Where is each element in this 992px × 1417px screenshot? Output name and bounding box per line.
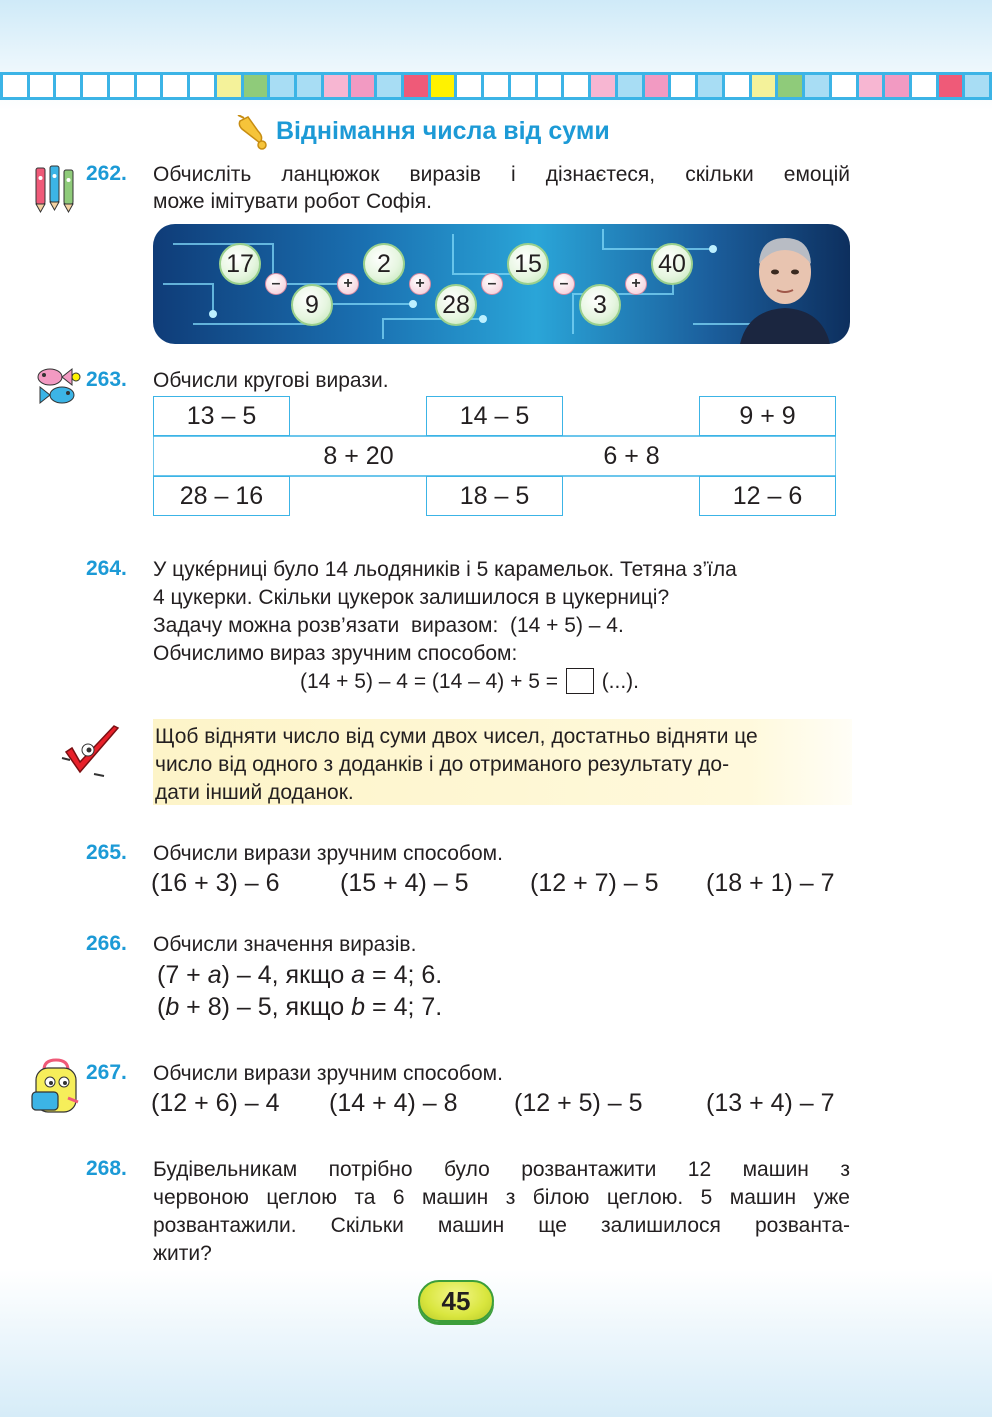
formula-left: (14 + 5) – 4 = (14 – 4) + 5 = bbox=[300, 670, 558, 693]
expression-cell: 8 + 20 bbox=[323, 441, 394, 470]
expression-cell: 14 – 5 bbox=[426, 396, 563, 436]
strip-square bbox=[324, 75, 348, 97]
exercise-262-text-line2: може імітувати робот Софія. bbox=[153, 190, 432, 213]
expr-part: ( bbox=[157, 993, 166, 1021]
strip-square bbox=[752, 75, 776, 97]
page-title: Віднімання числа від суми bbox=[276, 117, 610, 145]
exercise-264-number: 264. bbox=[86, 557, 127, 580]
strip-square bbox=[645, 75, 669, 97]
strip-square bbox=[457, 75, 481, 97]
strip-square bbox=[270, 75, 294, 97]
exercise-262-number: 262. bbox=[86, 162, 127, 185]
expression: (15 + 4) – 5 bbox=[340, 869, 469, 897]
strip-square bbox=[297, 75, 321, 97]
strip-square bbox=[805, 75, 829, 97]
answer-box[interactable] bbox=[566, 668, 594, 694]
rule-line2: число від одного з доданків і до отриманого результату до- bbox=[155, 753, 730, 776]
exercise-268-text-line1: Будівельникам потрібно було розвантажити 12 машин з bbox=[153, 1158, 850, 1181]
strip-square bbox=[190, 75, 214, 97]
expression-with-variable-b bbox=[157, 993, 442, 1022]
expression: (12 + 7) – 5 bbox=[530, 869, 659, 897]
expr-part: ) – 4, якщо bbox=[221, 961, 352, 989]
expression: (18 + 1) – 7 bbox=[706, 869, 835, 897]
exercise-268-text-line3: розвантажили. Скільки машин ще залишилося розванта- bbox=[153, 1214, 850, 1237]
chain-operator: + bbox=[409, 273, 431, 295]
backpack-icon bbox=[28, 1058, 84, 1121]
header-color-strip bbox=[0, 72, 992, 100]
strip-square bbox=[618, 75, 642, 97]
exercise-264-text-line2: 4 цукерки. Скільки цукерок залишилося в цукерниці? bbox=[153, 586, 670, 609]
strip-square bbox=[511, 75, 535, 97]
strip-square bbox=[163, 75, 187, 97]
bell-icon bbox=[234, 115, 270, 156]
chain-number: 15 bbox=[507, 243, 549, 285]
fish-icon bbox=[32, 365, 82, 414]
chain-number: 40 bbox=[651, 243, 693, 285]
strip-square bbox=[244, 75, 268, 97]
expr-part: = 4; 7. bbox=[365, 993, 443, 1021]
chain-operator: – bbox=[481, 273, 503, 295]
expression-cell: 12 – 6 bbox=[699, 476, 836, 516]
strip-square bbox=[671, 75, 695, 97]
chain-number: 17 bbox=[219, 243, 261, 285]
strip-square bbox=[431, 75, 455, 97]
expression: (14 + 4) – 8 bbox=[329, 1089, 458, 1117]
exercise-265-number: 265. bbox=[86, 841, 127, 864]
exercise-263-text: Обчисли кругові вирази. bbox=[153, 369, 389, 392]
expression-cell: 28 – 16 bbox=[153, 476, 290, 516]
exercise-266-text: Обчисли значення виразів. bbox=[153, 933, 417, 956]
variable-a: a bbox=[207, 961, 222, 989]
expression: (12 + 6) – 4 bbox=[151, 1089, 280, 1117]
expr-part: + 8) – 5, якщо bbox=[179, 993, 352, 1021]
strip-square bbox=[965, 75, 989, 97]
chain-operator: – bbox=[553, 273, 575, 295]
strip-square bbox=[564, 75, 588, 97]
chain-number: 2 bbox=[363, 243, 405, 285]
strip-square bbox=[377, 75, 401, 97]
expression-cell: 13 – 5 bbox=[153, 396, 290, 436]
rule-line1: Щоб відняти число від суми двох чисел, достатньо відняти це bbox=[155, 725, 758, 748]
strip-square bbox=[859, 75, 883, 97]
exercise-265-text: Обчисли вирази зручним способом. bbox=[153, 842, 503, 865]
chain-operator: – bbox=[265, 273, 287, 295]
strip-square bbox=[912, 75, 936, 97]
strip-square bbox=[217, 75, 241, 97]
strip-square bbox=[56, 75, 80, 97]
exercise-266-number: 266. bbox=[86, 932, 127, 955]
expression: (12 + 5) – 5 bbox=[514, 1089, 643, 1117]
variable-b: b bbox=[165, 993, 180, 1021]
exercise-264-formula bbox=[300, 668, 639, 695]
variable-a: a bbox=[351, 961, 366, 989]
strip-square bbox=[698, 75, 722, 97]
exercise-264-text-line1: У цукéрниці було 14 льодяників і 5 карамельок. Тетяна з’їла bbox=[153, 558, 737, 581]
strip-square bbox=[110, 75, 134, 97]
strip-square bbox=[591, 75, 615, 97]
strip-square bbox=[725, 75, 749, 97]
expression: (13 + 4) – 7 bbox=[706, 1089, 835, 1117]
rule-line3: дати інший доданок. bbox=[155, 781, 354, 804]
exercise-268-number: 268. bbox=[86, 1157, 127, 1180]
strip-square bbox=[83, 75, 107, 97]
strip-square bbox=[3, 75, 27, 97]
robot-sophia-image bbox=[730, 224, 840, 344]
exercise-262-text-line1: Обчисліть ланцюжок виразів і дізнаєтеся, скільки емоцій bbox=[153, 163, 850, 186]
pencils-icon bbox=[30, 162, 82, 219]
expr-part: = 4; 6. bbox=[365, 961, 443, 989]
checkmark-icon bbox=[60, 724, 122, 785]
expression: (16 + 3) – 6 bbox=[151, 869, 280, 897]
strip-square bbox=[939, 75, 963, 97]
strip-square bbox=[351, 75, 375, 97]
exercise-267-number: 267. bbox=[86, 1061, 127, 1084]
circular-expressions-grid bbox=[153, 396, 836, 517]
exercise-264-text-line3: Задачу можна розв’язати виразом: (14 + 5) – 4. bbox=[153, 614, 624, 637]
expression-with-variable-a bbox=[157, 961, 442, 990]
expr-part: (7 + bbox=[157, 961, 208, 989]
formula-right: (...). bbox=[601, 670, 640, 693]
strip-square bbox=[30, 75, 54, 97]
chain-operator: + bbox=[625, 273, 647, 295]
exercise-263-number: 263. bbox=[86, 368, 127, 391]
strip-square bbox=[885, 75, 909, 97]
chain-number: 3 bbox=[579, 284, 621, 326]
strip-square bbox=[404, 75, 428, 97]
chain-number: 28 bbox=[435, 284, 477, 326]
expression-cell: 6 + 8 bbox=[603, 441, 660, 470]
strip-square bbox=[137, 75, 161, 97]
chain-number: 9 bbox=[291, 284, 333, 326]
exercise-264-text-line4: Обчислимо вираз зручним способом: bbox=[153, 642, 518, 665]
expression-cell: 18 – 5 bbox=[426, 476, 563, 516]
strip-square bbox=[484, 75, 508, 97]
expression-cell: 9 + 9 bbox=[699, 396, 836, 436]
strip-square bbox=[832, 75, 856, 97]
strip-square bbox=[538, 75, 562, 97]
page-number: 45 bbox=[418, 1280, 494, 1322]
variable-b: b bbox=[351, 993, 366, 1021]
robot-chain-banner bbox=[153, 224, 850, 344]
exercise-267-text: Обчисли вирази зручним способом. bbox=[153, 1062, 503, 1085]
exercise-268-text-line2: червоною цеглою та 6 машин з білою цеглою. 5 машин уже bbox=[153, 1186, 850, 1209]
rule-box bbox=[153, 719, 852, 805]
strip-square bbox=[778, 75, 802, 97]
chain-operator: + bbox=[337, 273, 359, 295]
exercise-268-text-line4: жити? bbox=[153, 1242, 212, 1265]
